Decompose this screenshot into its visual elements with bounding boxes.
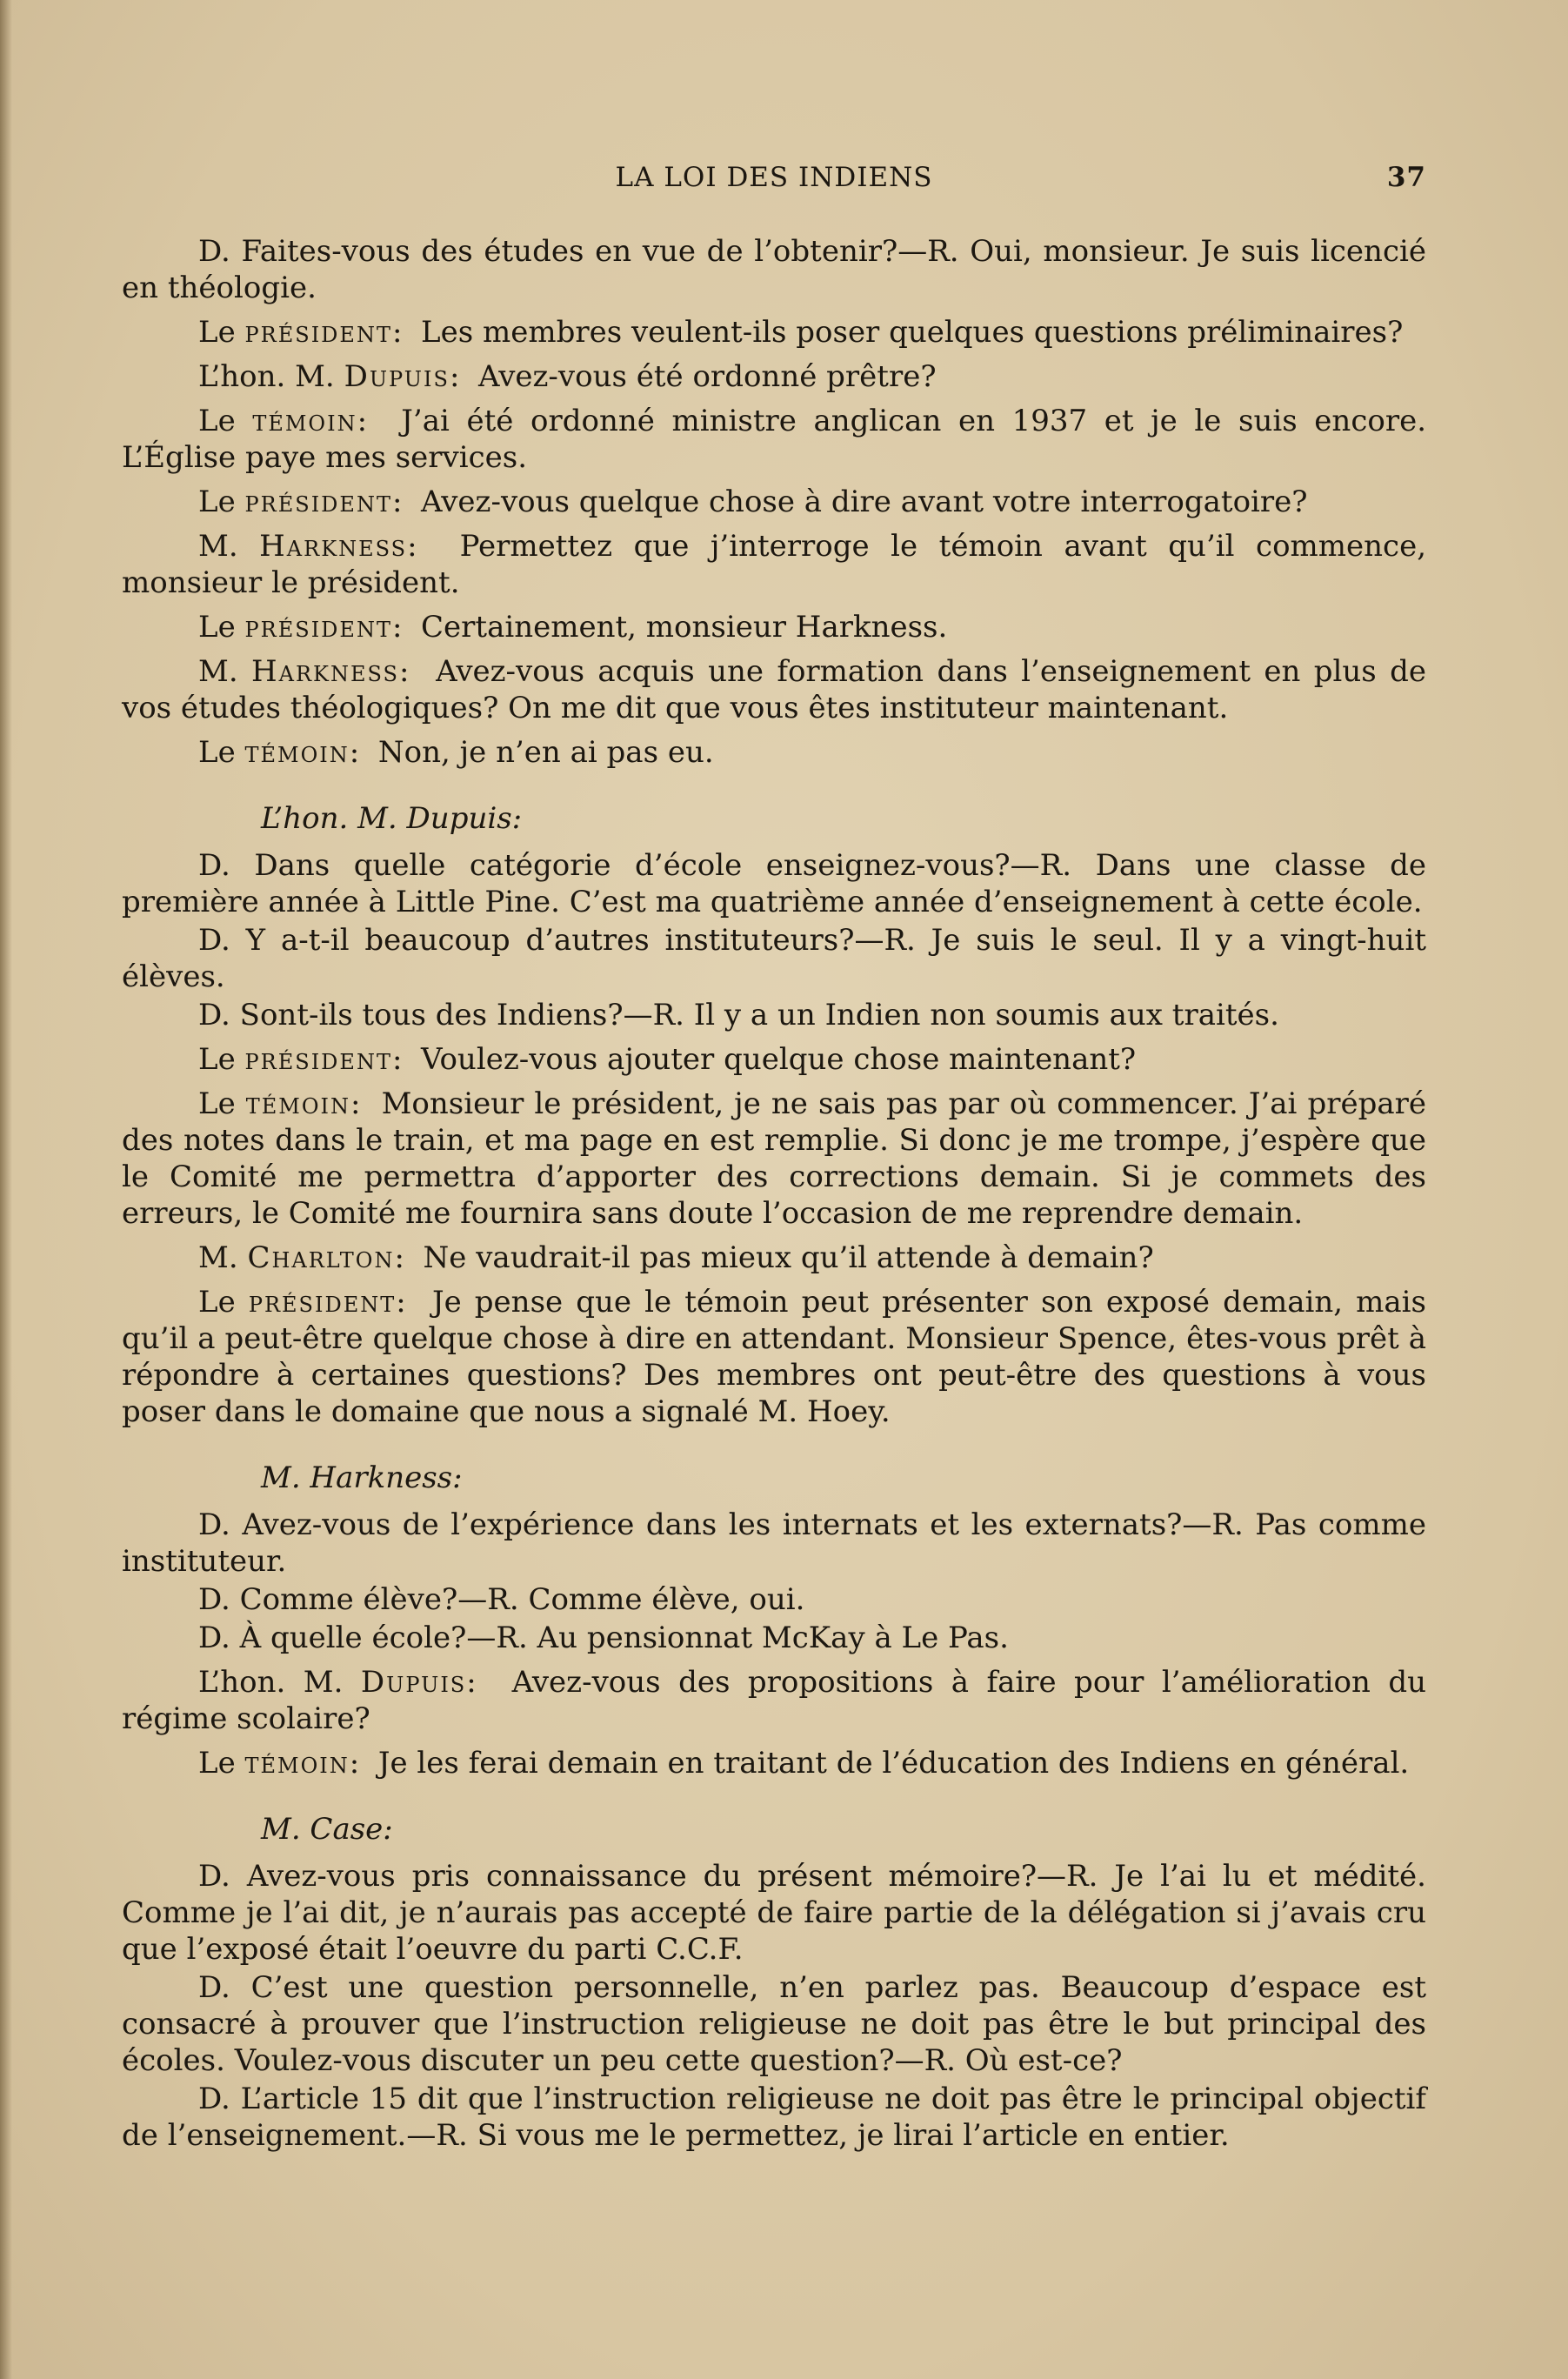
question-line: D. L’article 15 dit que l’instruction religieuse ne doit pas être le principal objectif de l’enseignement.—R. Si vous me le permettez, je lirai l’article en entier. <box>122 2082 1426 2153</box>
question-line: D. À quelle école?—R. Au pensionnat McKay à Le Pas. <box>198 1621 1009 1655</box>
section-heading: L’hon. M. Dupuis: <box>261 801 523 836</box>
paragraph: Le témoin: J’ai été ordonné ministre anglican en 1937 et je le suis encore. L’Église paye mes services. <box>122 404 1427 475</box>
question-line: D. Avez-vous de l’expérience dans les internats et les externats?—R. Pas comme instituteur. <box>122 1507 1426 1579</box>
speaker-name: président <box>248 1285 397 1320</box>
paragraph: M. Charlton: Ne vaudrait-il pas mieux qu’il attende à demain? <box>198 1240 1154 1275</box>
paragraph: Le président: Avez-vous quelque chose à dire avant votre interrogatoire? <box>198 484 1308 519</box>
paragraph: Le témoin: Non, je n’en ai pas eu. <box>198 735 714 770</box>
paragraph: Le président: Voulez-vous ajouter quelque chose maintenant? <box>198 1042 1137 1077</box>
question-line: D. C’est une question personnelle, n’en parlez pas. Beaucoup d’espace est consacré à prouver que l’instruction religieuse ne doit pas être le but principal des écoles. Voulez-vous discuter un peu cette question?—R. Où est-ce? <box>122 1970 1426 2078</box>
paragraph: Le témoin: Je les ferai demain en traitant de l’éducation des Indiens en général. <box>198 1746 1410 1781</box>
paragraph: Le président: Les membres veulent-ils poser quelques questions préliminaires? <box>198 315 1404 350</box>
speaker-name: témoin <box>245 1086 351 1121</box>
paragraph: L’hon. M. Dupuis: Avez-vous été ordonné prêtre? <box>198 359 937 394</box>
section-heading: M. Case: <box>261 1812 393 1847</box>
speaker-name: Harkness <box>259 529 408 564</box>
document-body <box>122 233 1426 2162</box>
speaker-name: Charlton <box>247 1240 395 1275</box>
paragraph: L’hon. M. Dupuis: Avez-vous des propositions à faire pour l’amélioration du régime scolaire? <box>122 1665 1426 1736</box>
speaker-name: témoin <box>244 1746 350 1781</box>
paragraph: M. Harkness: Permettez que j’interroge le témoin avant qu’il commence, monsieur le président. <box>122 529 1427 600</box>
speaker-name: Dupuis <box>360 1665 467 1700</box>
question-line: D. Y a-t-il beaucoup d’autres instituteurs?—R. Je suis le seul. Il y a vingt-huit élèves. <box>122 923 1426 994</box>
question-line: D. Comme élève?—R. Comme élève, oui. <box>198 1582 805 1617</box>
question-line: D. Dans quelle catégorie d’école enseignez-vous?—R. Dans une classe de première année à Little Pine. C’est ma quatrième année d’enseignement à cette école. <box>122 848 1426 919</box>
speaker-name: Dupuis <box>344 359 450 394</box>
paragraph: Le président: Je pense que le témoin peut présenter son exposé demain, mais qu’il a peut-être quelque chose à dire en attendant. Monsieur Spence, êtes-vous prêt à répondre à certaines questions? Des membres ont peut-être des questions à vous poser dans le domaine que nous a signalé M. Hoey. <box>122 1285 1426 1429</box>
page-number: 37 <box>1386 162 1426 193</box>
speaker-name: président <box>244 1042 392 1077</box>
section-heading: M. Harkness: <box>261 1460 463 1495</box>
page-edge-shadow <box>0 0 12 2379</box>
speaker-name: président <box>244 484 392 519</box>
paragraph: M. Harkness: Avez-vous acquis une formation dans l’enseignement en plus de vos études théologiques? On me dit que vous êtes instituteur maintenant. <box>122 654 1426 725</box>
question-line: D. Avez-vous pris connaissance du présent mémoire?—R. Je l’ai lu et médité. Comme je l’ai dit, je n’aurais pas accepté de faire partie de la délégation si j’avais cru que l’exposé était l’oeuvre du parti C.C.F. <box>122 1859 1426 1967</box>
paragraph: D. Faites-vous des études en vue de l’obtenir?—R. Oui, monsieur. Je suis licencié en théologie. <box>122 234 1426 305</box>
speaker-name: témoin <box>244 735 350 770</box>
speaker-name: président <box>244 315 392 350</box>
running-title: LA LOI DES INDIENS <box>615 162 933 193</box>
paragraph: Le témoin: Monsieur le président, je ne sais pas par où commencer. J’ai préparé des notes dans le train, et ma page en est remplie. Si donc je me trompe, j’espère que le Comité me permettra d’apporter des corrections demain. Si je commets des erreurs, le Comité me fournira sans doute l’occasion de me reprendre demain. <box>122 1086 1426 1231</box>
speaker-name: Harkness <box>250 654 399 689</box>
page-header <box>122 162 1426 200</box>
speaker-name: témoin <box>252 404 357 438</box>
question-line: D. Sont-ils tous des Indiens?—R. Il y a un Indien non soumis aux traités. <box>198 998 1279 1032</box>
paragraph: Le président: Certainement, monsieur Harkness. <box>198 610 948 645</box>
speaker-name: président <box>244 610 392 645</box>
